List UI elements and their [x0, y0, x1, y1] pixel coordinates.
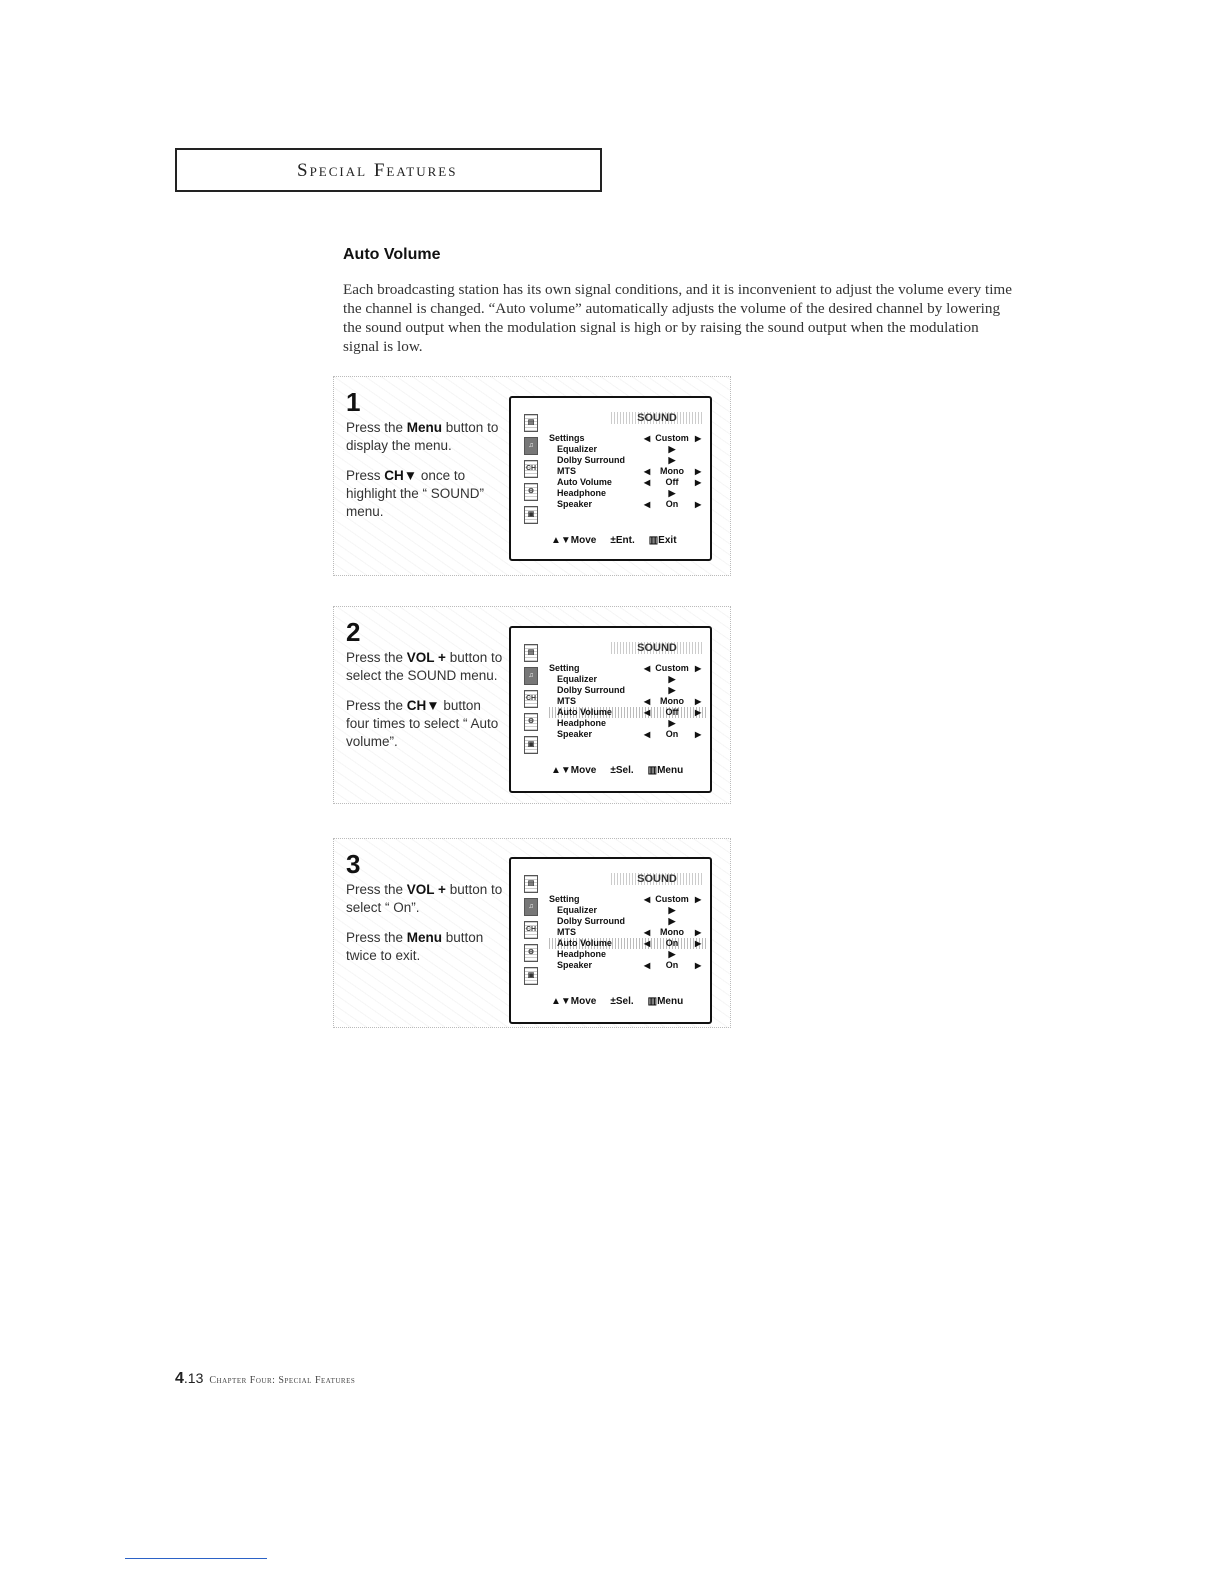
instruction-2: Press the Menu button twice to exit. [346, 930, 484, 963]
right-arrow-icon: ▶ [668, 949, 676, 959]
step-number: 1 [346, 387, 361, 417]
sound-icon: ♫ [524, 437, 538, 455]
left-arrow-icon: ◀ [644, 708, 651, 717]
input-icon: ▣ [524, 967, 538, 985]
osd-row-auto-volume-selected: Auto Volume ◀ On ▶ [549, 938, 707, 949]
section-title: Auto Volume [343, 246, 441, 263]
osd-menu-title: SOUND [611, 642, 703, 654]
right-arrow-icon: ▶ [668, 674, 676, 684]
right-arrow-icon: ▶ [695, 478, 702, 487]
setup-icon: ⚙ [524, 944, 538, 962]
osd-row-equalizer: Equalizer ▶ [549, 444, 707, 455]
step-number: 2 [346, 617, 361, 647]
step-instructions [346, 649, 506, 763]
osd-row-dolby-surround: Dolby Surround ▶ [549, 916, 707, 927]
osd-footer-hints [551, 996, 697, 1007]
osd-icon-column [524, 414, 539, 529]
osd-footer-hints [551, 535, 691, 546]
left-arrow-icon: ◀ [644, 664, 651, 673]
step-instructions [346, 881, 506, 977]
right-arrow-icon: ▶ [695, 961, 702, 970]
page-subnumber: .13 [183, 1370, 204, 1386]
right-arrow-icon: ▶ [668, 685, 676, 695]
right-arrow-icon: ▶ [695, 939, 702, 948]
step-2-panel [333, 606, 731, 804]
right-arrow-icon: ▶ [668, 444, 676, 454]
chapter-label: Chapter Four: Special Features [209, 1375, 356, 1386]
key-name: VOL + [406, 882, 446, 897]
osd-menu-list [549, 433, 707, 510]
left-arrow-icon: ◀ [644, 928, 651, 937]
osd-row-dolby-surround: Dolby Surround ▶ [549, 455, 707, 466]
channel-icon: CH [524, 690, 538, 708]
right-arrow-icon: ▶ [695, 895, 702, 904]
right-arrow-icon: ▶ [695, 928, 702, 937]
select-hint: ±Sel. [610, 765, 634, 776]
instruction-1: Press the VOL + button to select “ On”. [346, 882, 503, 915]
osd-footer-hints [551, 765, 697, 776]
right-arrow-icon: ▶ [695, 434, 702, 443]
key-name: CH▼ [406, 698, 440, 713]
right-arrow-icon: ▶ [695, 708, 702, 717]
step-3-panel [333, 838, 731, 1028]
osd-row-setting: Setting ◀ Custom ▶ [549, 894, 702, 904]
menu-hint: ▥Menu [647, 996, 684, 1007]
osd-icon-column [524, 644, 539, 759]
osd-row-speaker: Speaker ◀ On ▶ [557, 499, 702, 509]
setup-icon: ⚙ [524, 483, 538, 501]
left-arrow-icon: ◀ [644, 434, 651, 443]
header-title: Special Features [297, 160, 458, 181]
left-arrow-icon: ◀ [644, 500, 651, 509]
osd-row-headphone: Headphone ▶ [549, 718, 707, 729]
exit-hint: ▥Exit [648, 535, 677, 546]
osd-icon-column [524, 875, 539, 990]
osd-row-auto-volume: Auto Volume ◀ Off ▶ [557, 477, 702, 487]
osd-row-mts: MTS ◀ Mono ▶ [557, 696, 702, 706]
osd-screen [509, 396, 712, 561]
select-hint: ±Sel. [610, 996, 634, 1007]
instruction-1: Press the Menu button to display the menu. [346, 420, 499, 453]
osd-row-speaker: Speaker ◀ On ▶ [557, 960, 702, 970]
setup-icon: ⚙ [524, 713, 538, 731]
osd-screen [509, 626, 712, 793]
footnote-rule [125, 1558, 267, 1559]
right-arrow-icon: ▶ [695, 697, 702, 706]
osd-row-headphone: Headphone ▶ [549, 949, 707, 960]
osd-row-mts: MTS ◀ Mono ▶ [557, 927, 702, 937]
step-1-panel [333, 376, 731, 576]
step-number: 3 [346, 849, 361, 879]
right-arrow-icon: ▶ [668, 718, 676, 728]
move-hint: ▲▼Move [551, 765, 597, 776]
channel-icon: CH [524, 460, 538, 478]
left-arrow-icon: ◀ [644, 961, 651, 970]
input-icon: ▣ [524, 506, 538, 524]
osd-menu-title: SOUND [611, 412, 703, 424]
key-name: VOL + [406, 650, 446, 665]
right-arrow-icon: ▶ [668, 455, 676, 465]
left-arrow-icon: ◀ [644, 467, 651, 476]
right-arrow-icon: ▶ [695, 500, 702, 509]
osd-row-setting: Setting ◀ Custom ▶ [549, 663, 702, 673]
move-hint: ▲▼Move [551, 535, 597, 546]
right-arrow-icon: ▶ [695, 467, 702, 476]
instruction-2: Press CH▼ once to highlight the “ SOUND” menu. [346, 468, 485, 519]
left-arrow-icon: ◀ [644, 939, 651, 948]
step-instructions [346, 419, 506, 533]
channel-icon: CH [524, 921, 538, 939]
enter-hint: ±Ent. [610, 535, 635, 546]
sound-icon: ♫ [524, 667, 538, 685]
key-name: CH▼ [384, 468, 418, 483]
osd-menu-list [549, 663, 707, 740]
osd-row-speaker: Speaker ◀ On ▶ [557, 729, 702, 739]
right-arrow-icon: ▶ [695, 664, 702, 673]
osd-screen [509, 857, 712, 1024]
osd-menu-title: SOUND [611, 873, 703, 885]
osd-row-equalizer: Equalizer ▶ [549, 674, 707, 685]
page-footer [175, 1370, 355, 1388]
key-name: Menu [406, 930, 443, 945]
osd-row-headphone: Headphone ▶ [549, 488, 707, 499]
osd-row-dolby-surround: Dolby Surround ▶ [549, 685, 707, 696]
input-icon: ▣ [524, 736, 538, 754]
osd-menu-list [549, 894, 707, 971]
sound-icon: ♫ [524, 898, 538, 916]
right-arrow-icon: ▶ [668, 916, 676, 926]
picture-icon: ▤ [524, 644, 538, 662]
left-arrow-icon: ◀ [644, 478, 651, 487]
osd-row-auto-volume-selected: Auto Volume ◀ Off ▶ [549, 707, 707, 718]
left-arrow-icon: ◀ [644, 895, 651, 904]
picture-icon: ▤ [524, 414, 538, 432]
intro-paragraph: Each broadcasting station has its own signal conditions, and it is inconvenient to adjust the volume every time the channel is changed. “Auto volume” automatically adjusts the volume of the desired channel by lowering the sound output when the modulation signal is high or by raising the sound output when the modulation signal is low. [343, 281, 1012, 355]
right-arrow-icon: ▶ [695, 730, 702, 739]
instruction-2: Press the CH▼ button four times to select “ Auto volume”. [346, 698, 499, 749]
left-arrow-icon: ◀ [644, 697, 651, 706]
header-box [175, 148, 602, 192]
instruction-1: Press the VOL + button to select the SOUND menu. [346, 650, 503, 683]
right-arrow-icon: ▶ [668, 905, 676, 915]
right-arrow-icon: ▶ [668, 488, 676, 498]
key-name: Menu [406, 420, 443, 435]
picture-icon: ▤ [524, 875, 538, 893]
osd-row-equalizer: Equalizer ▶ [549, 905, 707, 916]
osd-row-settings: Settings ◀ Custom ▶ [549, 433, 702, 443]
left-arrow-icon: ◀ [644, 730, 651, 739]
osd-row-mts: MTS ◀ Mono ▶ [557, 466, 702, 476]
page-number: 4 [175, 1370, 184, 1387]
move-hint: ▲▼Move [551, 996, 597, 1007]
menu-hint: ▥Menu [647, 765, 684, 776]
